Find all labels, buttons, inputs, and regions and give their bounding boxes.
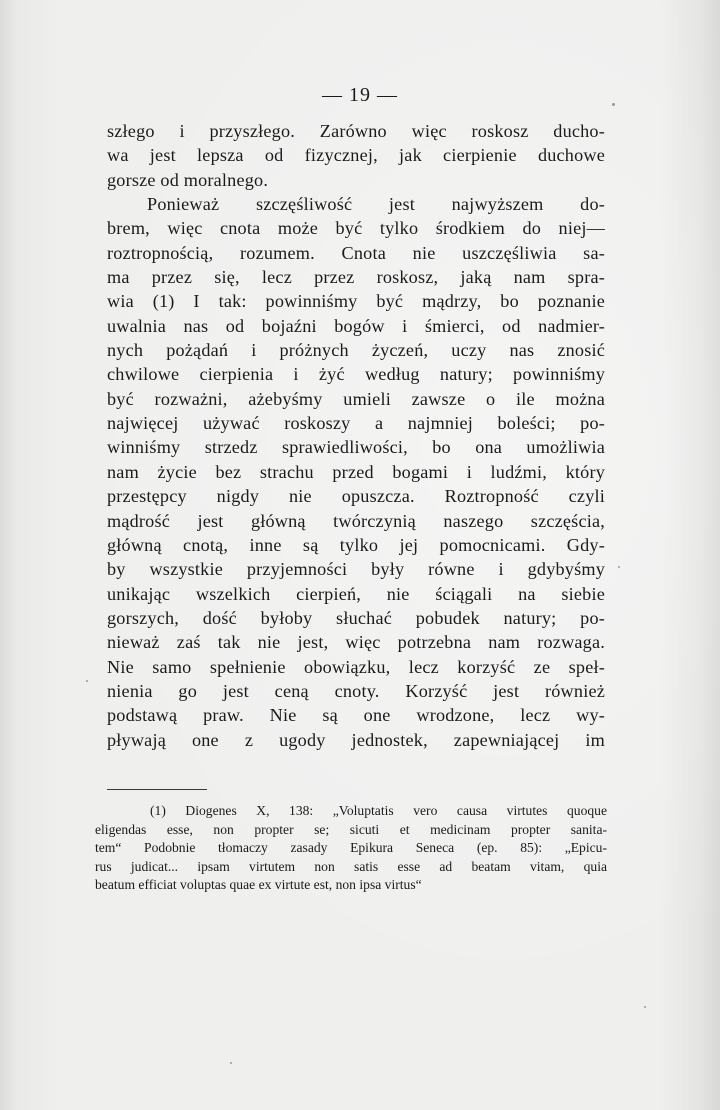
body-line: pływają one z ugody jednostek, zapewniającej im bbox=[107, 729, 605, 750]
body-line: nienia go jest ceną cnoty. Korzyść jest również bbox=[107, 680, 605, 701]
body-text bbox=[107, 119, 605, 752]
body-line: wia (1) I tak: powinniśmy być mądrzy, bo poznanie bbox=[107, 291, 605, 312]
body-line: gorsze od moralnego. bbox=[107, 169, 269, 190]
body-line: brem, więc cnota może być tylko środkiem do niej— bbox=[107, 218, 605, 239]
footnote-line: eligendas esse, non propter se; sicuti et medicinam propter sanita- bbox=[95, 821, 607, 837]
footnote-line: rus judicat... ipsam virtutem non satis esse ad beatam vitam, quia bbox=[95, 858, 607, 874]
page-number: — 19 — bbox=[322, 84, 398, 106]
body-line: chwilowe cierpienia i żyć według natury; powinniśmy bbox=[107, 364, 605, 385]
body-line: przestępcy nigdy nie opuszcza. Roztropność czyli bbox=[107, 486, 605, 507]
footnote-divider bbox=[107, 789, 207, 790]
body-line: mądrość jest główną twórczynią naszego szczęścia, bbox=[107, 510, 605, 531]
body-line: główną cnotą, inne są tylko jej pomocnicami. Gdy- bbox=[107, 534, 605, 555]
body-line: nieważ zaś tak nie jest, więc potrzebna nam rozwaga. bbox=[107, 632, 605, 653]
body-line: szłego i przyszłego. Zarówno więc roskosz ducho- bbox=[107, 121, 605, 141]
paper-speck bbox=[612, 103, 615, 106]
body-line: być rozważni, ażebyśmy umieli zawsze o ile można bbox=[107, 388, 605, 409]
body-line: gorszych, dość byłoby słuchać pobudek natury; po- bbox=[107, 607, 605, 628]
footnote-line: tem“ Podobnie tłomaczy zasady Epikura Seneca (ep. 85): „Epicu- bbox=[95, 840, 607, 856]
body-line: uwalnia nas od bojaźni bogów i śmierci, od nadmier- bbox=[107, 315, 605, 336]
paper-speck bbox=[618, 566, 620, 568]
body-line: winniśmy strzedz sprawiedliwości, bo ona umożliwia bbox=[107, 437, 605, 458]
paper-speck bbox=[230, 1062, 232, 1064]
body-line: roztropnością, rozumem. Cnota nie uszczęśliwia sa- bbox=[107, 242, 605, 263]
body-line: ma przez się, lecz przez roskosz, jaką nam spra- bbox=[107, 267, 605, 288]
body-line: Nie samo spełnienie obowiązku, lecz korzyść ze speł- bbox=[107, 656, 605, 677]
body-line: Ponieważ szczęśliwość jest najwyższem do- bbox=[147, 194, 605, 215]
body-line: by wszystkie przyjemności były równe i gdybyśmy bbox=[107, 559, 605, 580]
body-line: najwięcej używać roskoszy a najmniej boleści; po- bbox=[107, 413, 605, 434]
body-line: unikając wszelkich cierpień, nie ściągali na siebie bbox=[107, 583, 605, 604]
footnotes bbox=[95, 802, 607, 895]
body-line: nych pożądań i próżnych życzeń, uczy nas znosić bbox=[107, 340, 605, 361]
body-line: nam życie bez strachu przed bogami i ludźmi, który bbox=[107, 461, 605, 482]
footnote-line: (1) Diogenes X, 138: „Voluptatis vero causa virtutes quoque bbox=[150, 803, 607, 818]
footnote-line: beatum efficiat voluptas quae ex virtute est, non ipsa virtus“ bbox=[95, 877, 422, 893]
body-line: podstawą praw. Nie są one wrodzone, lecz wy- bbox=[107, 705, 605, 726]
paper-speck bbox=[644, 1006, 646, 1008]
paper-speck bbox=[86, 680, 88, 682]
body-line: wa jest lepsza od fizycznej, jak cierpienie duchowe bbox=[107, 145, 605, 166]
